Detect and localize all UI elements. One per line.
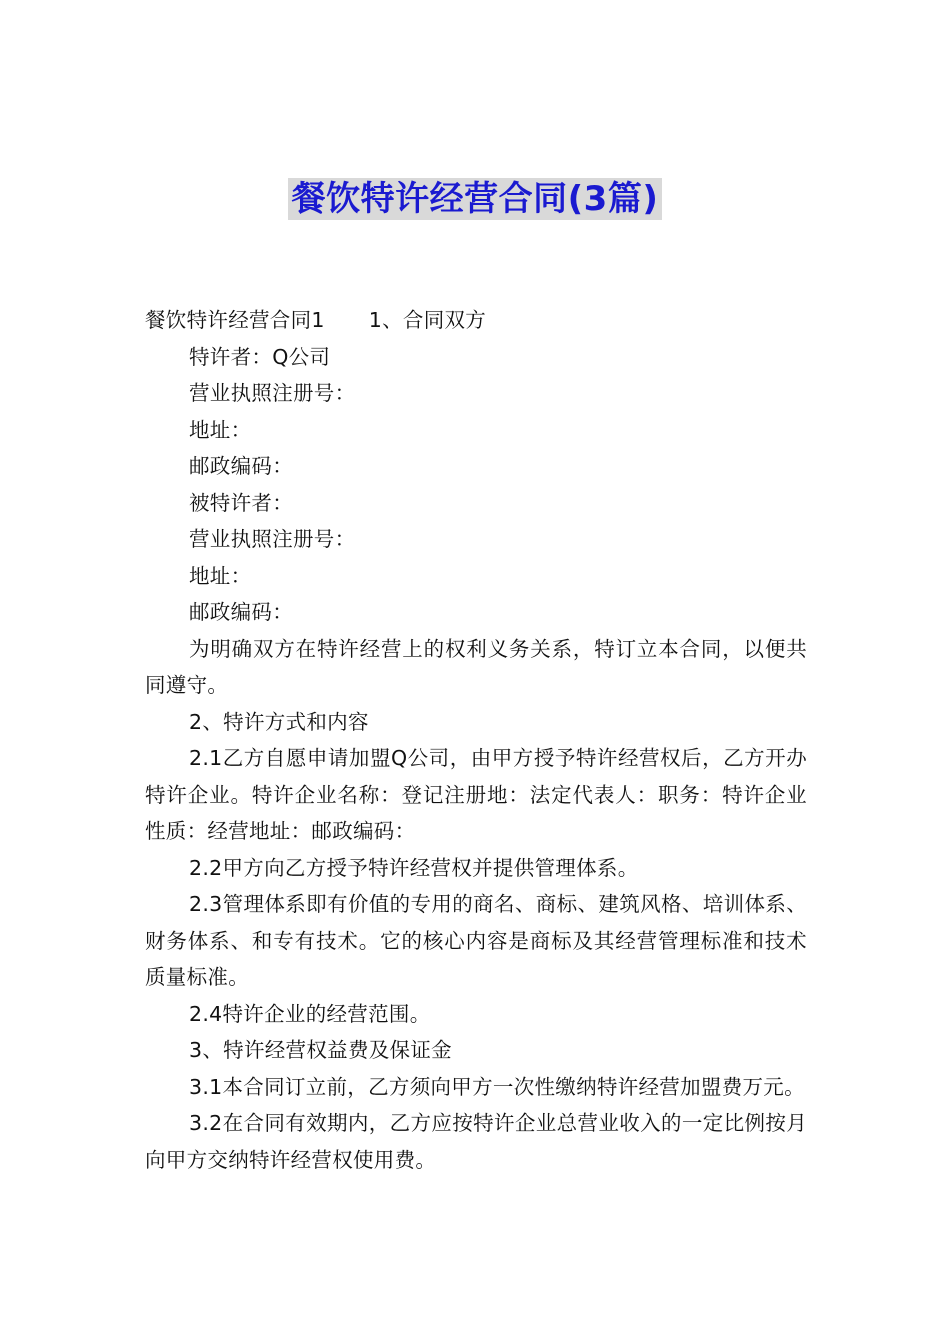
paragraph: 邮政编码： <box>189 454 293 478</box>
paragraph: 被特许者： <box>189 490 293 515</box>
paragraph: 地址： <box>189 417 252 442</box>
paragraph: 3.2在合同有效期内，乙方应按特许企业总营业收入的一定比例按月向甲方交纳特许经营权使用费。 <box>145 1111 807 1172</box>
paragraph: 营业执照注册号： <box>189 527 356 551</box>
contract-heading: 餐饮特许经营合同1 <box>145 308 325 332</box>
paragraph: 地址： <box>189 563 252 588</box>
paragraph: 3.1本合同订立前，乙方须向甲方一次性缴纳特许经营加盟费万元。 <box>189 1074 805 1099</box>
section-3-heading: 3、特许经营权益费及保证金 <box>189 1038 452 1062</box>
paragraph: 特许者：Q公司 <box>189 344 331 369</box>
paragraph: 2.4特许企业的经营范围。 <box>189 1001 431 1026</box>
paragraph: 营业执照注册号： <box>189 381 356 405</box>
paragraph: 2.2甲方向乙方授予特许经营权并提供管理体系。 <box>189 855 639 880</box>
paragraph: 邮政编码： <box>189 600 293 624</box>
paragraph: 2.1乙方自愿申请加盟Q公司，由甲方授予特许经营权后，乙方开办特许企业。特许企业名称：登记注册地：法定代表人：职务：特许企业性质：经营地址：邮政编码： <box>145 746 807 843</box>
title-container <box>0 178 950 220</box>
section-heading-line <box>145 302 807 339</box>
section-2-heading: 2、特许方式和内容 <box>189 709 369 734</box>
section-1-heading: 1、合同双方 <box>368 308 487 332</box>
paragraph: 为明确双方在特许经营上的权利义务关系，特订立本合同，以便共同遵守。 <box>145 636 807 697</box>
document-body <box>145 302 807 1178</box>
paragraph: 2.3管理体系即有价值的专用的商名、商标、建筑风格、培训体系、财务体系、和专有技术。它的核心内容是商标及其经营管理标准和技术质量标准。 <box>145 892 807 989</box>
document-title: 餐饮特许经营合同(3篇) <box>288 178 663 220</box>
